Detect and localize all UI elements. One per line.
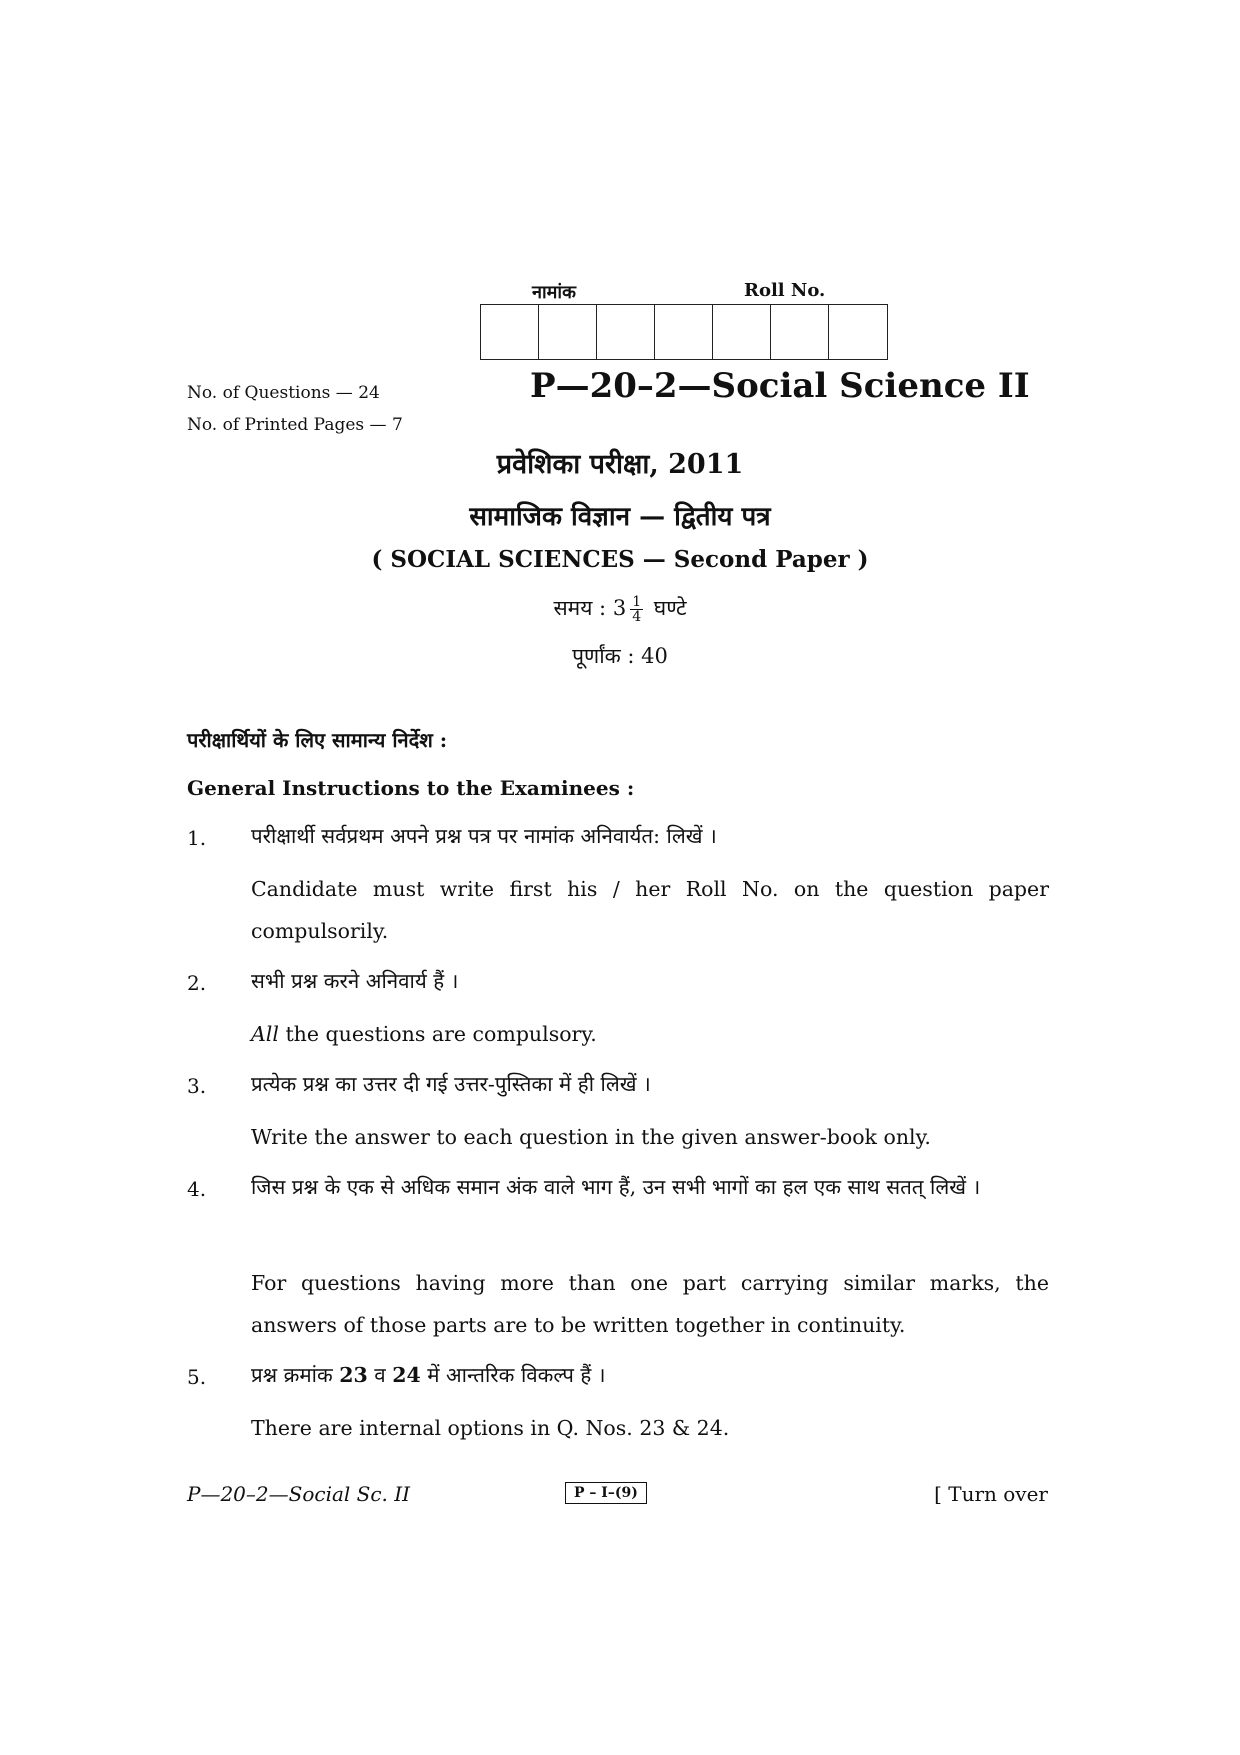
exam-title-hindi: प्रवेशिका परीक्षा, 2011 <box>496 449 744 480</box>
maximum-marks: पूर्णांक : 40 <box>572 644 668 668</box>
instruction-hindi: प्रत्येक प्रश्न का उत्तर दी गई उत्तर-पुस्तिका में ही लिखें । <box>251 1072 651 1096</box>
subject-title-hindi: सामाजिक विज्ञान — द्वितीय पत्र <box>469 502 771 532</box>
footer-page-code-box: P – I–(9) <box>565 1482 647 1504</box>
duration-suffix: घण्टे <box>653 596 687 620</box>
duration-prefix: समय : 3 <box>553 596 627 620</box>
instruction-english: There are internal options in Q. Nos. 23 & 24. <box>251 1416 730 1440</box>
roll-box <box>771 305 829 359</box>
instruction-number: 4. <box>187 1177 207 1201</box>
duration-fraction <box>630 595 643 624</box>
instruction-english-rest: the questions are compulsory. <box>278 1022 597 1046</box>
instruction-number: 5. <box>187 1365 207 1389</box>
instruction-english <box>251 1013 1049 1055</box>
instruction-hindi: सभी प्रश्न करने अनिवार्य हैं । <box>251 969 459 993</box>
instruction-number: 1. <box>187 826 207 850</box>
instruction-hindi: जिस प्रश्न के एक से अधिक समान अंक वाले भाग हैं, उन सभी भागों का हल एक साथ सतत् लिखें । <box>251 1175 981 1199</box>
fraction-denominator: 4 <box>632 609 642 625</box>
footer-paper-code: P—20–2—Social Sc. II <box>187 1482 411 1506</box>
roll-label-english: Roll No. <box>744 280 826 301</box>
roll-box <box>655 305 713 359</box>
instruction-english: Write the answer to each question in the given answer-book only. <box>251 1125 931 1149</box>
number-of-questions: No. of Questions — 24 <box>187 383 380 403</box>
roll-box <box>481 305 539 359</box>
instruction-hindi-part: प्रश्न क्रमांक <box>251 1363 340 1387</box>
instruction-hindi: परीक्षार्थी सर्वप्रथम अपने प्रश्न पत्र पर नामांक अनिवार्यत: लिखें । <box>251 824 717 848</box>
instruction-emphasis: All <box>251 1022 279 1046</box>
instructions-heading-hindi: परीक्षार्थियों के लिए सामान्य निर्देश : <box>187 728 448 752</box>
roll-label-hindi: नामांक <box>532 282 576 303</box>
roll-box <box>597 305 655 359</box>
subject-title-english: ( SOCIAL SCIENCES — Second Paper ) <box>371 546 869 573</box>
instructions-heading-english: General Instructions to the Examinees : <box>187 776 635 800</box>
paper-code-title: P—20–2—Social Science II <box>530 366 1030 406</box>
instruction-hindi-part: व <box>367 1363 393 1387</box>
instruction-hindi-part: में आन्तरिक विकल्प हैं । <box>420 1363 606 1387</box>
instruction-number: 2. <box>187 971 207 995</box>
roll-box <box>713 305 771 359</box>
roll-box <box>539 305 597 359</box>
question-number-bold: 23 <box>339 1363 368 1387</box>
roll-number-boxes <box>480 304 888 360</box>
number-of-printed-pages: No. of Printed Pages — 7 <box>187 415 403 435</box>
question-number-bold: 24 <box>392 1363 421 1387</box>
instruction-english: Candidate must write first his / her Roll No. on the question paper compulsorily. <box>251 877 1049 943</box>
footer-turn-over: [ Turn over <box>934 1482 1048 1506</box>
fraction-numerator: 1 <box>632 594 642 610</box>
instruction-english: For questions having more than one part carrying similar marks, the answers of those parts are to be written together in continuity. <box>251 1271 1049 1337</box>
exam-duration <box>0 594 1240 624</box>
instruction-number: 3. <box>187 1074 207 1098</box>
roll-box <box>829 305 887 359</box>
instruction-hindi <box>251 1354 1049 1396</box>
